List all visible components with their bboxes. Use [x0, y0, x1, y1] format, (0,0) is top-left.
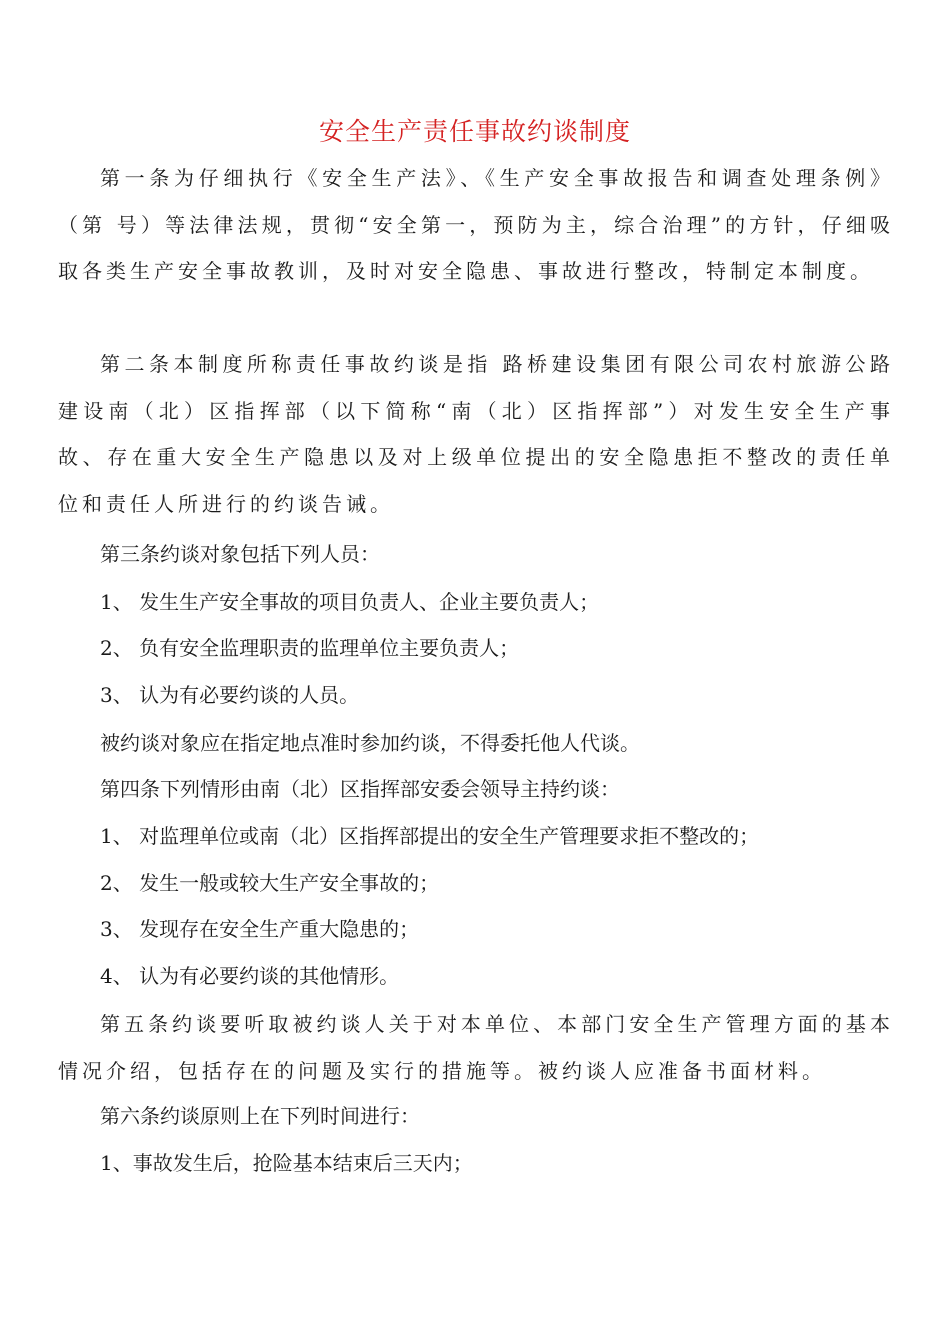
article-3-item: 3、 认为有必要约谈的人员。 — [100, 683, 360, 707]
article-4-item: 3、 发现存在安全生产重大隐患的； — [100, 917, 420, 941]
article-4-item: 2、 发生一般或较大生产安全事故的； — [100, 871, 440, 895]
document-title: 安全生产责任事故约谈制度 — [318, 117, 631, 146]
article-4-heading: 第四条下列情形由南（北）区指挥部安委会领导主持约谈： — [100, 777, 620, 801]
article-4-item: 4、 认为有必要约谈的其他情形。 — [100, 964, 400, 988]
article-5: 第五条约谈要听取被约谈人关于对本单位、本部门安全生产管理方面的基本情况介绍，包括存在的问题及实行的措施等。被约谈人应准备书面材料。 — [58, 1012, 894, 1083]
article-3-item: 1、 发生生产安全事故的项目负责人、企业主要负责人； — [100, 590, 600, 614]
article-3-item: 2、 负有安全监理职责的监理单位主要负责人； — [100, 636, 520, 660]
article-2: 第二条本制度所称责任事故约谈是指 路桥建设集团有限公司农村旅游公路建设南（北）区指挥部（以下简称“南（北）区指挥部”）对发生安全生产事故、存在重大安全生产隐患以及对上级单位提出的安全隐患拒不整改的责任单位和责任人所进行的约谈告诫。 — [58, 352, 894, 516]
article-1: 第一条为仔细执行《安全生产法》、《生产安全事故报告和调查处理条例》（第 号）等法律法规，贯彻“安全第一，预防为主，综合治理”的方针，仔细吸取各类生产安全事故教训，及时对安全隐患、事故进行整改，特制定本制度。 — [58, 166, 894, 283]
article-3-note: 被约谈对象应在指定地点准时参加约谈，不得委托他人代谈。 — [100, 731, 640, 755]
article-6-item: 1、事故发生后，抢险基本结束后三天内； — [100, 1151, 473, 1175]
article-6-heading: 第六条约谈原则上在下列时间进行： — [100, 1104, 420, 1128]
article-3-heading: 第三条约谈对象包括下列人员： — [100, 542, 380, 566]
article-4-item: 1、 对监理单位或南（北）区指挥部提出的安全生产管理要求拒不整改的； — [100, 824, 760, 848]
